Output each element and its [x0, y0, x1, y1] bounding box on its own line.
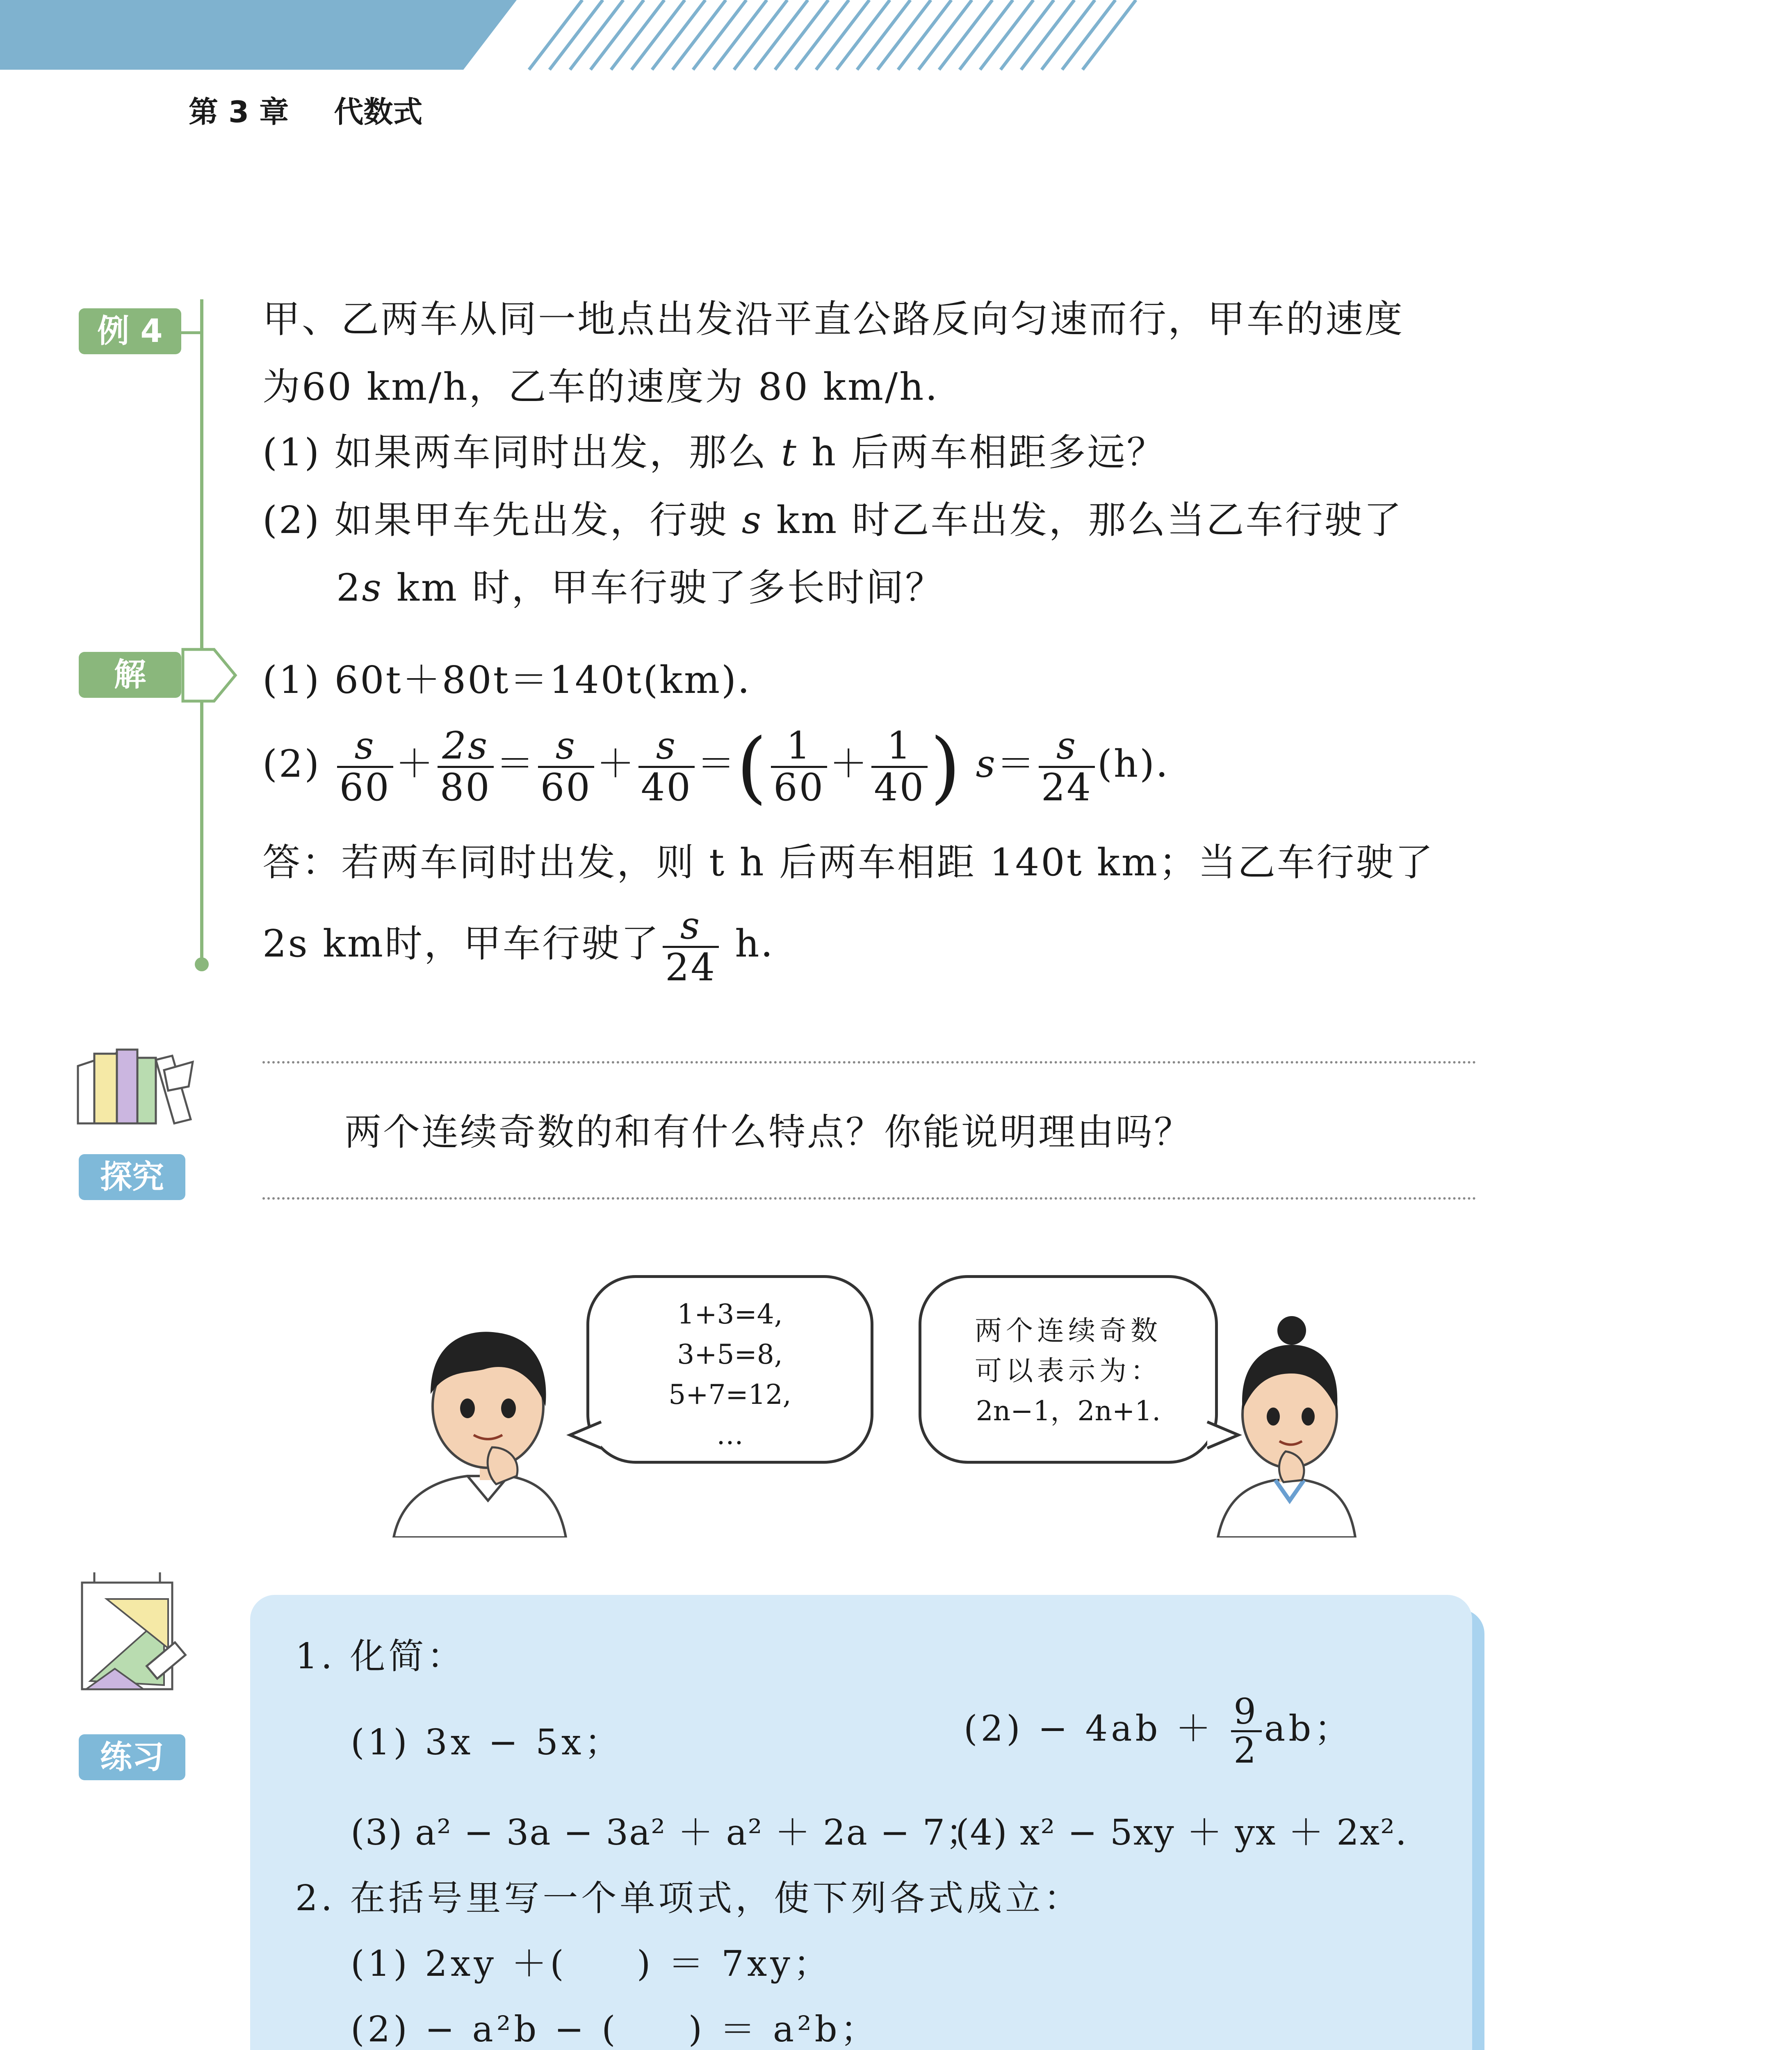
fraction-s-60-b: $\frac{s}{60}$ [538, 726, 594, 807]
chapter-title: 代数式 [334, 95, 423, 129]
question-2-line-2: 2s km 时，甲车行驶了多长时间？ [336, 566, 945, 610]
example-4-tag: 例 4 [79, 308, 181, 354]
solution-tag: 解 [79, 652, 181, 698]
boy-illustration [385, 1312, 578, 1538]
explore-question: 两个连续奇数的和有什么特点？你能说明理由吗？ [344, 1111, 1192, 1154]
bubble-line: 1+3=4, [677, 1298, 783, 1330]
question-2-line-1: (2) 如果甲车先出发，行驶 s km 时乙车出发，那么当乙车行驶了 [262, 498, 1403, 542]
example-vertical-line [200, 299, 203, 963]
answer-line-2: 2s km时，甲车行驶了 $\frac{s}{24}$ h． [262, 904, 800, 989]
explore-divider-top [262, 1061, 1476, 1064]
practice-notebook-icon [62, 1566, 201, 1714]
fraction-9-2: $\frac{9}{2}$ [1231, 1693, 1262, 1770]
books-icon [70, 1041, 197, 1136]
fraction-2s-80: $\frac{2s}{80}$ [438, 726, 494, 807]
fraction-s-60: $\frac{s}{60}$ [337, 726, 393, 807]
header-band [0, 0, 1792, 74]
problem-line-1: 甲、乙两车从同一地点出发沿平直公路反向匀速而行，甲车的速度 [262, 297, 1404, 341]
fraction-answer-s-24: $\frac{s}{24}$ [663, 906, 719, 987]
practice-1-item-3: (3) a² − 3a − 3a² ＋ a² ＋ 2a − 7； [351, 1812, 982, 1853]
practice-1-item-4: (4) x² − 5xy ＋ yx ＋ 2x². [955, 1812, 1408, 1853]
bubble-line: 2n−1，2n+1. [976, 1395, 1161, 1427]
bubble-line: 两个连续奇数 [975, 1315, 1162, 1346]
girl-speech-bubble [919, 1275, 1218, 1464]
boy-bubble-tail [566, 1419, 603, 1451]
practice-1-item-2: (2) − 4ab ＋ $\frac{9}{2}$ ab； [964, 1691, 1353, 1772]
example-tag-connector [180, 331, 201, 334]
solution-step-2: (2) $\frac{s}{60}$ ＋ $\frac{2s}{80}$ ＝ $\frac{s}{60}$ ＋ $\frac{s}{40}$ ＝( $\frac{1}{60}$ ＋ $\frac{1}{40}$ ) s＝ $\frac{s}{24}$ (h)． [262, 722, 1196, 812]
chapter-heading [189, 88, 422, 131]
practice-1-item-1: (1) 3x − 5x； [351, 1722, 623, 1763]
practice-2-item-2: (2) − a²b − ( ) ＝ a²b； [351, 2009, 879, 2050]
fraction-1-60: $\frac{1}{60}$ [771, 726, 827, 807]
fraction-s-40: $\frac{s}{40}$ [638, 726, 695, 807]
practice-1-title: 1. 化简： [295, 1636, 466, 1677]
boy-speech-bubble [586, 1275, 873, 1464]
practice-2-item-1: (1) 2xy ＋( ) ＝ 7xy； [351, 1943, 832, 1984]
fraction-1-40: $\frac{1}{40}$ [871, 726, 928, 807]
bubble-line: 可以表示为： [975, 1355, 1162, 1387]
fraction-s-24: $\frac{s}{24}$ [1039, 726, 1095, 807]
answer-line-1: 答：若两车同时出发，则 t h 后两车相距 140t km；当乙车行驶了 [262, 840, 1435, 884]
example-line-end-dot [195, 957, 209, 971]
girl-illustration [1214, 1312, 1361, 1538]
question-1: (1) 如果两车同时出发，那么 t h 后两车相距多远？ [262, 430, 1166, 474]
solution-step-1: (1) 60t＋80t＝140t(km)． [262, 658, 777, 702]
explore-tag: 探究 [79, 1154, 185, 1200]
chapter-number: 第 3 章 [189, 95, 289, 129]
practice-tag: 练习 [79, 1734, 185, 1780]
solution-tag-arrow [181, 648, 239, 703]
bubble-line: … [716, 1419, 743, 1451]
bubble-line: 5+7=12, [668, 1379, 791, 1410]
bubble-line: 3+5=8, [677, 1339, 783, 1370]
problem-line-2: 为60 km/h，乙车的速度为 80 km/h. [262, 365, 939, 409]
practice-2-title: 2. 在括号里写一个单项式，使下列各式成立： [295, 1878, 1083, 1919]
explore-divider-bottom [262, 1197, 1476, 1200]
